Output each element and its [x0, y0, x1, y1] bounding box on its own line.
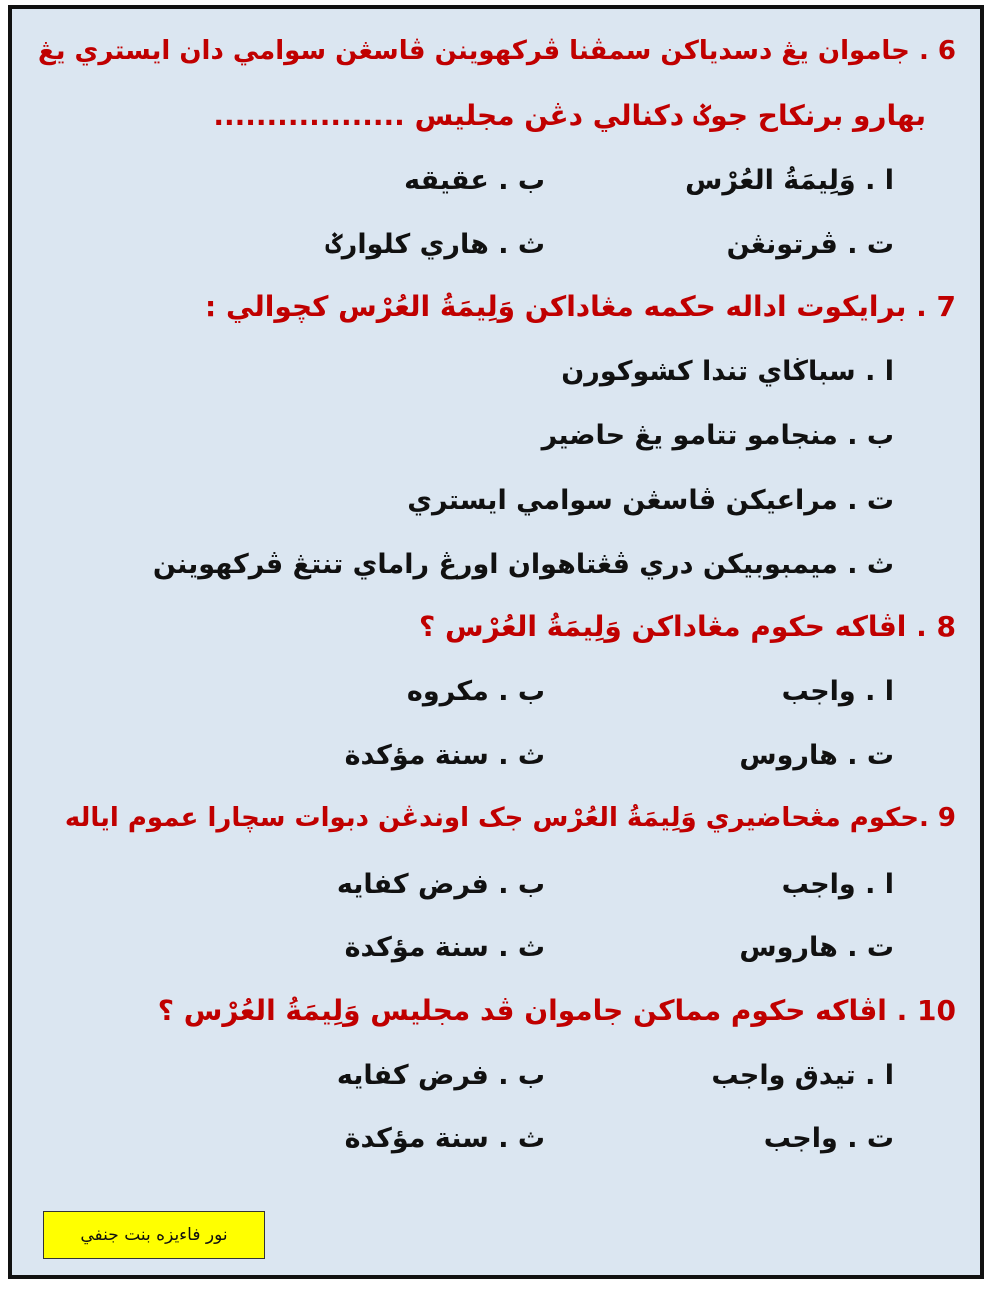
- question-10-option-b[interactable]: ب . فرض كفايه: [336, 1060, 545, 1091]
- question-7-option-a[interactable]: ا . سباڬاي تندا كشوكورن: [561, 356, 894, 387]
- question-10-option-c[interactable]: ت . واجب: [763, 1123, 894, 1154]
- question-6-option-d[interactable]: ث . هاري كلوارݢ: [325, 229, 545, 260]
- question-10-option-a[interactable]: ا . تيدق واجب: [711, 1060, 894, 1091]
- worksheet: [8, 5, 984, 1279]
- question-8-text: 8 . اڤاكه حكوم مڠاداكن وَلِيمَةُ العُرْس ؟: [418, 610, 956, 643]
- question-6-option-b[interactable]: ب . عقيقه: [404, 165, 545, 196]
- question-10-option-d[interactable]: ث . سنة مؤكدة: [344, 1123, 545, 1154]
- question-6-line-2: بهارو برنكاح جوݢ دكنالي دڠن مجليس ..................: [213, 99, 926, 132]
- question-8-option-a[interactable]: ا . واجب: [781, 676, 894, 707]
- question-9-option-c[interactable]: ت . هاروس: [739, 932, 894, 963]
- question-7-text: 7 . برايكوت اداله حكمه مڠاداكن وَلِيمَةُ العُرْس كچوالي :: [205, 290, 956, 323]
- question-8-option-d[interactable]: ث . سنة مؤكدة: [344, 740, 545, 771]
- question-9-option-a[interactable]: ا . واجب: [781, 869, 894, 900]
- question-8-option-c[interactable]: ت . هاروس: [739, 740, 894, 771]
- question-9-text: 9 .حكوم مڠحاضيري وَلِيمَةُ العُرْس جک اوندڠن دبوات سچارا عموم اياله: [64, 803, 956, 833]
- question-8-option-b[interactable]: ب . مكروه: [406, 676, 545, 707]
- question-6-option-c[interactable]: ت . ڤرتونڠن: [726, 229, 894, 260]
- question-9-option-d[interactable]: ث . سنة مؤكدة: [344, 932, 545, 963]
- question-9-option-b[interactable]: ب . فرض كفايه: [336, 869, 545, 900]
- author-name-box: [43, 1211, 265, 1259]
- question-7-option-b[interactable]: ب . منجامو تتامو يڠ حاضير: [541, 420, 894, 451]
- question-6-option-a[interactable]: ا . وَلِيمَةُ العُرْس: [685, 165, 894, 196]
- question-7-option-d[interactable]: ث . ميمبوبيكن دري ڤڠتاهوان اورڠ راماي تنتڠ ڤركهوينن: [152, 549, 894, 580]
- author-name: نور فاءيزه بنت جنفي: [80, 1225, 228, 1245]
- question-10-text: 10 . اڤاكه حكوم مماكن جاموان ڤد مجليس وَلِيمَةُ العُرْس ؟: [157, 994, 956, 1027]
- question-6-line-1: 6 . جاموان يڠ دسدياكن سمڤنا ڤركهوينن ڤاسڠن سوامي دان ايستري يڠ: [37, 36, 956, 66]
- question-7-option-c[interactable]: ت . مراعيكن ڤاسڠن سوامي ايستري: [407, 485, 894, 516]
